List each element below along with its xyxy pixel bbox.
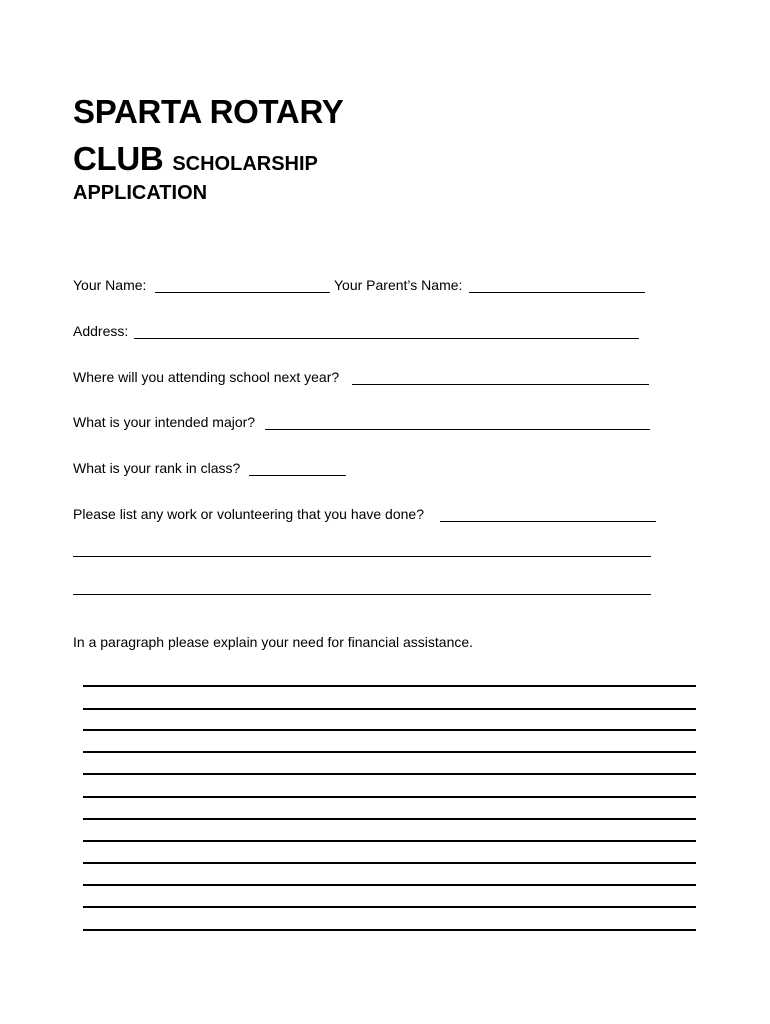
major-label: What is your intended major? [73,414,256,430]
work-label: Please list any work or volunteering that you have done? [73,506,424,522]
writing-line[interactable] [83,729,696,731]
form-title-line-1: SPARTA ROTARY [73,93,344,130]
writing-line[interactable] [83,840,696,842]
address-field[interactable] [134,338,639,339]
parent-name-field[interactable] [469,292,645,293]
writing-line[interactable] [83,796,696,798]
form-title-line-2 [73,140,318,178]
rank-field[interactable] [249,475,346,476]
work-field-line-1[interactable] [440,521,656,522]
writing-line[interactable] [83,751,696,753]
school-label: Where will you attending school next year? [73,369,340,385]
form-title-scholarship: SCHOLARSHIP [172,153,318,175]
parent-name-label: Your Parent’s Name: [334,277,463,293]
writing-line[interactable] [83,773,696,775]
major-field[interactable] [265,429,650,430]
writing-line[interactable] [83,929,696,931]
form-title-club: CLUB [73,140,164,177]
form-title-line-3: APPLICATION [73,182,208,204]
your-name-label: Your Name: [73,277,147,293]
address-label: Address: [73,323,129,339]
writing-line[interactable] [83,708,696,710]
writing-line[interactable] [83,818,696,820]
school-field[interactable] [352,384,649,385]
work-field-line-3[interactable] [73,594,651,595]
writing-line[interactable] [83,685,696,687]
your-name-field[interactable] [155,292,330,293]
writing-line[interactable] [83,884,696,886]
writing-line[interactable] [83,906,696,908]
rank-label: What is your rank in class? [73,460,241,476]
work-field-line-2[interactable] [73,556,651,557]
financial-need-prompt: In a paragraph please explain your need for financial assistance. [73,634,474,650]
writing-line[interactable] [83,862,696,864]
